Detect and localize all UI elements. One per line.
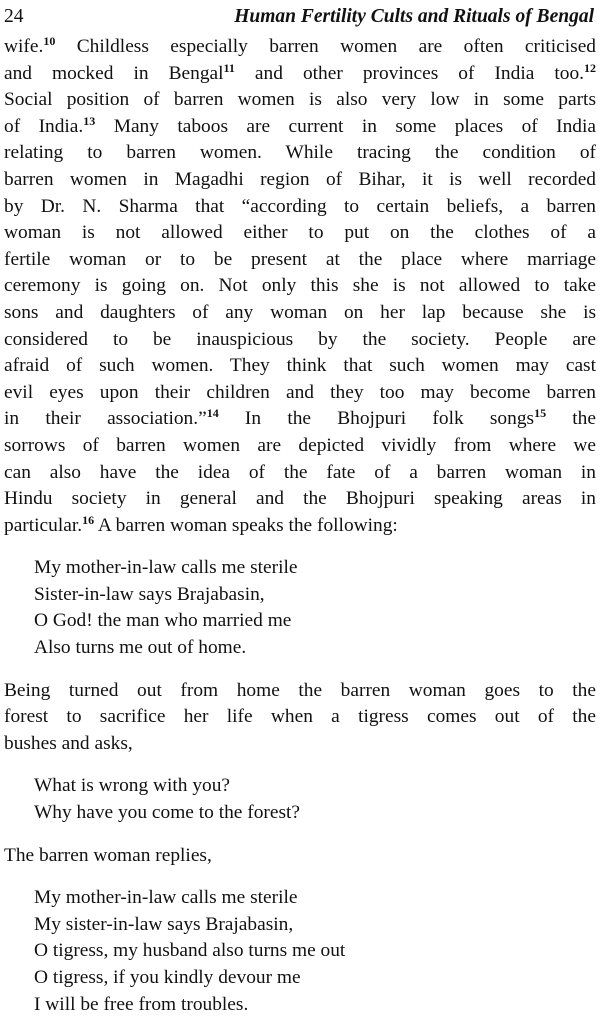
verse-line: I will be free from troubles.: [34, 993, 249, 1015]
paragraph-barren-women-taboos: [4, 34, 596, 539]
text-line: wife.$^{10}$ Childless especially barren women are often criticised: [4, 34, 596, 57]
verse-line: My mother-in-law calls me sterile: [34, 557, 298, 579]
text-line: Being turned out from home the barren woman goes to the: [4, 679, 596, 701]
text-line: afraid of such women. They think that such women may cast: [4, 355, 596, 377]
text-line: sons and daughters of any woman on her lap because she is: [4, 301, 596, 323]
text-line: barren women in Magadhi region of Bihar, it is well recorded: [4, 168, 596, 190]
text-line: considered to be inauspicious by the society. People are: [4, 328, 596, 350]
text-line: woman is not allowed either to put on the clothes of a: [4, 222, 596, 244]
spacer: [4, 869, 596, 885]
text-line: forest to sacrifice her life when a tigress comes out of the: [4, 706, 596, 728]
paragraph-tigress: [4, 678, 596, 758]
text-line: evil eyes upon their children and they too may become barren: [4, 381, 596, 403]
footnote-ref-10: 10: [43, 34, 56, 48]
verse-tigress-question: [4, 773, 596, 826]
footnote-ref-12: 12: [584, 60, 596, 75]
spacer: [4, 539, 596, 555]
footnote-ref-13: 13: [83, 113, 96, 128]
verse-line: O tigress, if you kindly devour me: [34, 967, 301, 988]
footnote-ref-14: 14: [206, 406, 219, 421]
footnote-ref-11: 11: [223, 60, 235, 75]
book-page: [4, 0, 596, 1018]
running-title: Human Fertility Cults and Rituals of Bengal: [234, 6, 594, 27]
text-line: of India.$^{13}$ Many taboos are current in some places of India: [4, 113, 596, 137]
verse-line: O God! the man who married me: [34, 610, 292, 632]
verse-line: What is wrong with you?: [34, 775, 231, 797]
text-line: by Dr. N. Sharma that “according to certain beliefs, a barren: [4, 195, 596, 217]
text-line: in their association.”$^{14}$ In the Bhojpuri folk songs$^{15}$ the: [4, 406, 596, 430]
verse-line: Sister-in-law says Brajabasin,: [34, 583, 265, 605]
page-number: 24: [4, 6, 24, 27]
spacer: [4, 757, 596, 773]
verse-line: My mother-in-law calls me sterile: [34, 887, 298, 909]
verse-line: O tigress, my husband also turns me out: [34, 940, 346, 962]
verse-line: Also turns me out of home.: [34, 637, 247, 659]
text-line: can also have the idea of the fate of a barren woman in: [4, 461, 596, 483]
text-line: fertile woman or to be present at the place where marriage: [4, 248, 596, 270]
text-line: and mocked in Bengal$^{11}$ and other provinces of India too.$^{12}$: [4, 60, 596, 84]
text-line: bushes and asks,: [4, 732, 133, 754]
paragraph-reply-intro: [4, 843, 596, 870]
text-line: ceremony is going on. Not only this she is not allowed to take: [4, 275, 596, 297]
footnote-ref-15: 15: [534, 406, 547, 421]
text-line: sorrows of barren women are depicted vividly from where we: [4, 434, 596, 456]
text-line: Hindu society in general and the Bhojpuri speaking areas in: [4, 488, 596, 510]
spacer: [4, 662, 596, 678]
spacer: [4, 827, 596, 843]
verse-line: My sister-in-law says Brajabasin,: [34, 913, 294, 935]
verse-barren-woman-lament: [4, 555, 596, 661]
verse-line: Why have you come to the forest?: [34, 802, 300, 824]
text-line: Social position of barren women is also very low in some parts: [4, 89, 596, 111]
text-line: particular.$^{16}$ A barren woman speaks the following:: [4, 512, 398, 536]
footnote-ref-16: 16: [82, 512, 95, 527]
text-line: relating to barren women. While tracing the condition of: [4, 142, 596, 164]
running-head: [4, 0, 596, 34]
verse-barren-woman-reply: [4, 885, 596, 1018]
text-line: The barren woman replies,: [4, 844, 212, 866]
